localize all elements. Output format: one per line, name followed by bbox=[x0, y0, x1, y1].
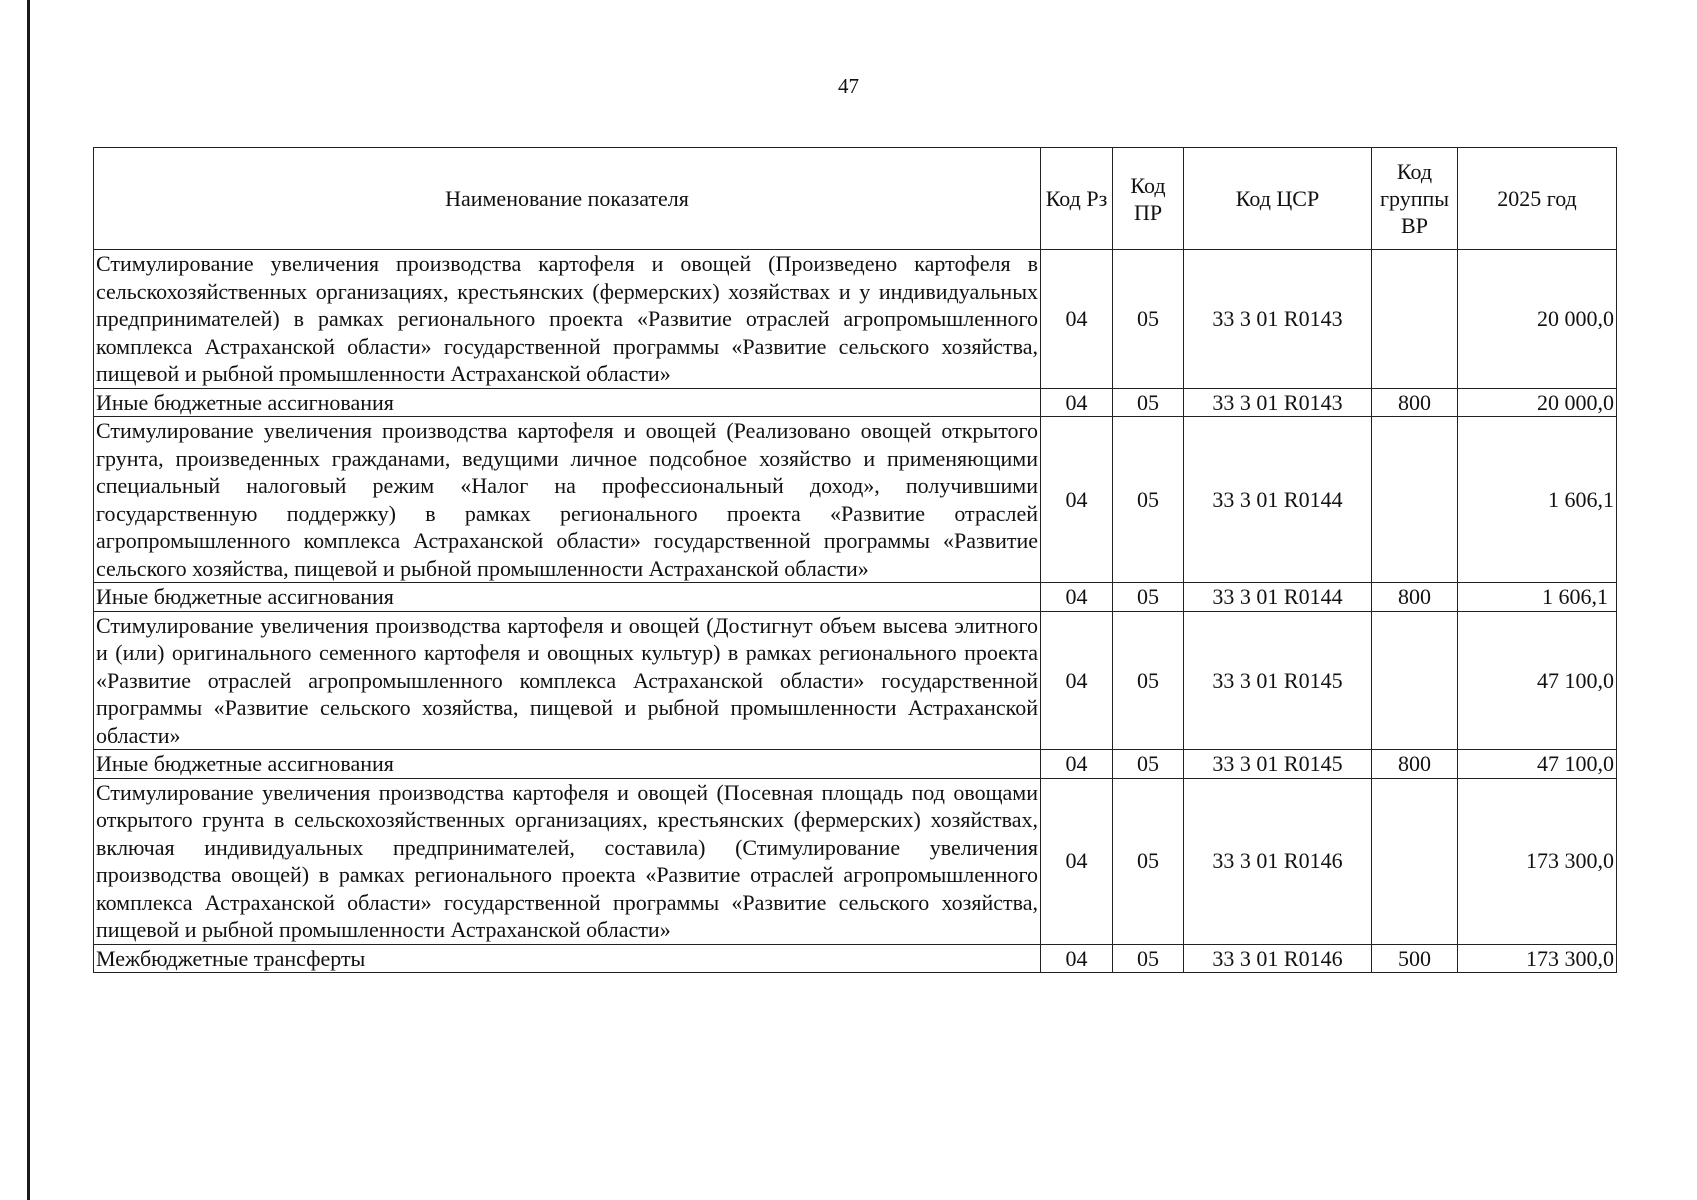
row-vr bbox=[1372, 250, 1458, 389]
row-pr: 05 bbox=[1113, 583, 1184, 612]
row-rz: 04 bbox=[1041, 750, 1113, 779]
row-csr: 33 3 01 R0146 bbox=[1184, 944, 1372, 973]
row-name: Стимулирование увеличения производства картофеля и овощей (Произведено картофеля в сельскохозяйственных организациях, крестьянских (фермерских) хозяйствах и у индивидуальных предпринимателей) в рамках регионального проекта «Развитие отраслей агропромышленного комплекса Астраханской области» государственной программы «Развитие сельского хозяйства, пищевой и рыбной промышленности Астраханской области» bbox=[94, 250, 1041, 389]
row-name: Иные бюджетные ассигнования bbox=[94, 750, 1041, 779]
table-row bbox=[94, 944, 1617, 973]
row-rz: 04 bbox=[1041, 388, 1113, 417]
row-vr: 800 bbox=[1372, 388, 1458, 417]
header-csr: Код ЦСР bbox=[1184, 148, 1372, 250]
row-pr: 05 bbox=[1113, 611, 1184, 750]
header-year: 2025 год bbox=[1458, 148, 1617, 250]
row-amount: 1 606,1 bbox=[1458, 417, 1617, 583]
header-rz: Код Рз bbox=[1041, 148, 1113, 250]
row-pr: 05 bbox=[1113, 250, 1184, 389]
row-vr: 800 bbox=[1372, 750, 1458, 779]
row-csr: 33 3 01 R0145 bbox=[1184, 750, 1372, 779]
row-csr: 33 3 01 R0146 bbox=[1184, 778, 1372, 944]
table-row bbox=[94, 388, 1617, 417]
row-pr: 05 bbox=[1113, 750, 1184, 779]
row-name: Стимулирование увеличения производства картофеля и овощей (Достигнут объем высева элитного и (или) оригинального семенного картофеля и овощных культур) в рамках регионального проекта «Развитие отраслей агропромышленного комплекса Астраханской области» государственной программы «Развитие сельского хозяйства, пищевой и рыбной промышленности Астраханской области» bbox=[94, 611, 1041, 750]
row-name: Иные бюджетные ассигнования bbox=[94, 583, 1041, 612]
row-amount: 173 300,0 bbox=[1458, 778, 1617, 944]
table-row bbox=[94, 778, 1617, 944]
row-rz: 04 bbox=[1041, 583, 1113, 612]
row-vr bbox=[1372, 778, 1458, 944]
row-csr: 33 3 01 R0145 bbox=[1184, 611, 1372, 750]
row-rz: 04 bbox=[1041, 417, 1113, 583]
table-row bbox=[94, 750, 1617, 779]
row-vr bbox=[1372, 611, 1458, 750]
header-pr: Код ПР bbox=[1113, 148, 1184, 250]
row-name: Стимулирование увеличения производства картофеля и овощей (Посевная площадь под овощами открытого грунта в сельскохозяйственных организациях, крестьянских (фермерских) хозяйствах, включая индивидуальных предпринимателей, составила) (Стимулирование увеличения производства овощей) в рамках регионального проекта «Развитие отраслей агропромышленного комплекса Астраханской области» государственной программы «Развитие сельского хозяйства, пищевой и рыбной промышленности Астраханской области» bbox=[94, 778, 1041, 944]
header-vr: Код группы ВР bbox=[1372, 148, 1458, 250]
table-row bbox=[94, 583, 1617, 612]
row-name: Стимулирование увеличения производства картофеля и овощей (Реализовано овощей открытого грунта, произведенных гражданами, ведущими личное подсобное хозяйство и применяющими специальный налоговый режим «Налог на профессиональный доход», получившими государственную поддержку) в рамках регионального проекта «Развитие отраслей агропромышленного комплекса Астраханской области» государственной программы «Развитие сельского хозяйства, пищевой и рыбной промышленности Астраханской области» bbox=[94, 417, 1041, 583]
row-rz: 04 bbox=[1041, 250, 1113, 389]
row-amount: 20 000,0 bbox=[1458, 250, 1617, 389]
table-header-row bbox=[94, 148, 1617, 250]
table-row bbox=[94, 611, 1617, 750]
row-amount: 47 100,0 bbox=[1458, 611, 1617, 750]
row-pr: 05 bbox=[1113, 944, 1184, 973]
row-vr: 500 bbox=[1372, 944, 1458, 973]
row-name: Межбюджетные трансферты bbox=[94, 944, 1041, 973]
budget-table bbox=[93, 147, 1617, 973]
row-pr: 05 bbox=[1113, 388, 1184, 417]
row-pr: 05 bbox=[1113, 417, 1184, 583]
row-amount: 20 000,0 bbox=[1458, 388, 1617, 417]
row-amount: 47 100,0 bbox=[1458, 750, 1617, 779]
row-amount: 173 300,0 bbox=[1458, 944, 1617, 973]
row-pr: 05 bbox=[1113, 778, 1184, 944]
row-name: Иные бюджетные ассигнования bbox=[94, 388, 1041, 417]
header-name: Наименование показателя bbox=[94, 148, 1041, 250]
binding-edge-line bbox=[27, 0, 30, 1200]
row-rz: 04 bbox=[1041, 778, 1113, 944]
row-vr: 800 bbox=[1372, 583, 1458, 612]
row-amount: 1 606,1 bbox=[1458, 583, 1617, 612]
row-csr: 33 3 01 R0144 bbox=[1184, 417, 1372, 583]
row-vr bbox=[1372, 417, 1458, 583]
page-number: 47 bbox=[838, 74, 859, 98]
row-rz: 04 bbox=[1041, 944, 1113, 973]
table-row bbox=[94, 417, 1617, 583]
row-csr: 33 3 01 R0143 bbox=[1184, 388, 1372, 417]
table-row bbox=[94, 250, 1617, 389]
row-csr: 33 3 01 R0144 bbox=[1184, 583, 1372, 612]
row-rz: 04 bbox=[1041, 611, 1113, 750]
row-csr: 33 3 01 R0143 bbox=[1184, 250, 1372, 389]
